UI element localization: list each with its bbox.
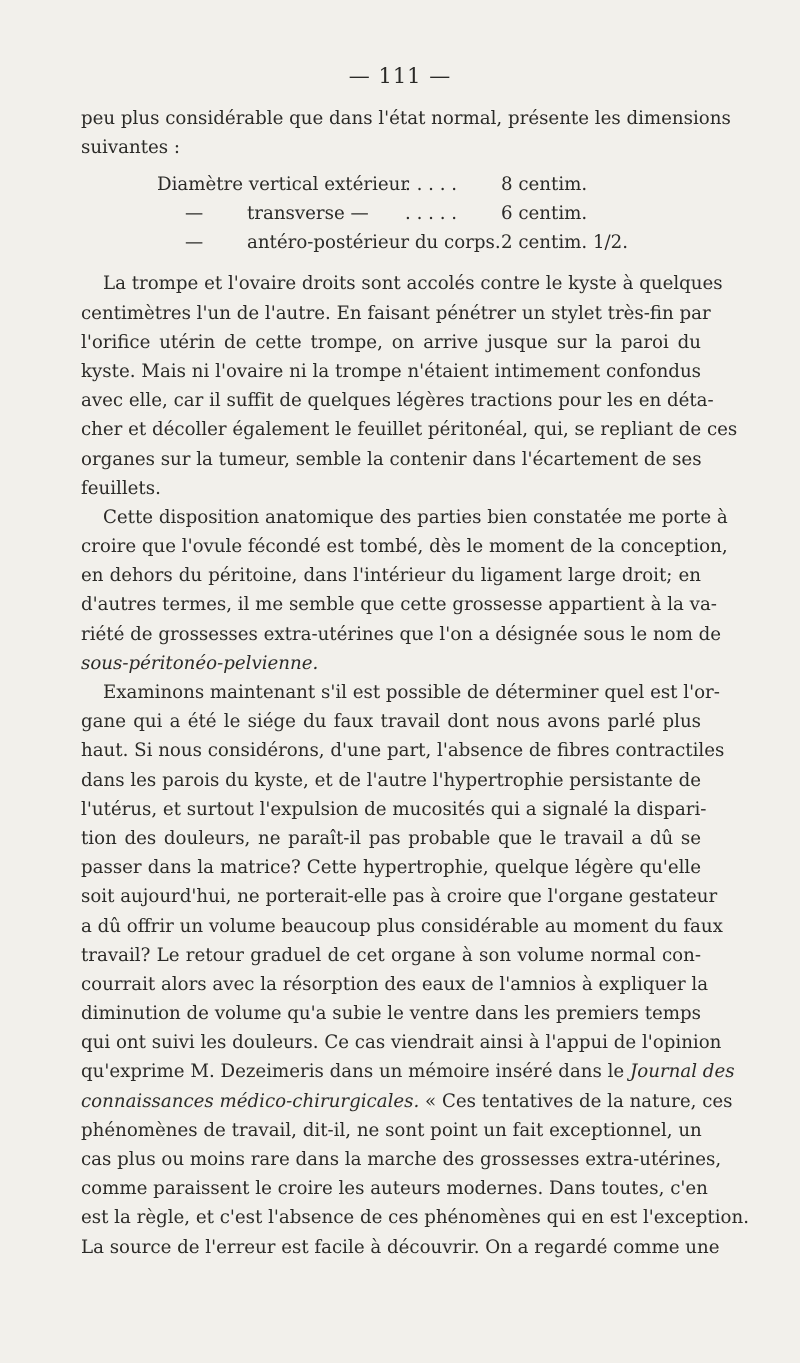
body-text [81, 104, 749, 1262]
ditto-dash: — [185, 203, 204, 225]
text-line: cher et décoller également le feuillet péritonéal, qui, se repliant de ces [81, 419, 738, 441]
dimensions-table [81, 170, 701, 257]
dimension-row [81, 170, 701, 199]
text-line: en dehors du péritoine, dans l'intérieur du ligament large droit; en [81, 565, 701, 587]
dimension-value: 8 centim. [501, 174, 588, 196]
dimension-label: Diamètre vertical extérieur [157, 174, 410, 196]
text-line: qui ont suivi les douleurs. Ce cas viendrait ainsi à l'appui de l'opinion [81, 1032, 722, 1054]
journal-title: connaissances médico-chirurgicales. [81, 1090, 420, 1112]
text-line: riété de grossesses extra-utérines que l'on a désignée sous le nom de [81, 623, 722, 645]
text-line: d'autres termes, il me semble que cette grossesse appartient à la va- [81, 594, 717, 616]
dimension-row [81, 199, 701, 228]
text-line: cas plus ou moins rare dans la marche des grossesses extra-utérines, [81, 1149, 722, 1170]
text-line: Cette disposition anatomique des parties bien constatée me porte à [103, 506, 728, 528]
text-line: travail? Le retour graduel de cet organe à son volume normal con- [81, 944, 701, 966]
dimension-value: 2 centim. 1/2. [501, 232, 629, 254]
text-line: diminution de volume qu'a subie le ventre dans les premiers temps [81, 1003, 701, 1025]
italic-term: sous-péritonéo-pelvienne. [81, 652, 319, 674]
leader-dots: . . . . . [405, 203, 458, 225]
text-line-with-journal [81, 1087, 733, 1116]
text-line: avec elle, car il suffit de quelques légères tractions pour les en déta- [81, 390, 714, 412]
text-line: La source de l'erreur est facile à découvrir. On a regardé comme une [81, 1236, 720, 1258]
text-line: dans les parois du kyste, et de l'autre l'hypertrophie persistante de [81, 769, 701, 791]
text-line: centimètres l'un de l'autre. En faisant pénétrer un stylet très-fin par [81, 302, 711, 324]
journal-title: Journal des [630, 1061, 735, 1083]
text-line: Examinons maintenant s'il est possible de déterminer quel est l'or- [103, 682, 720, 703]
text-line: La trompe et l'ovaire droits sont accolés contre le kyste à quelques [103, 273, 723, 295]
text-segment: « Ces tentatives de la nature, ces [419, 1090, 733, 1112]
text-line: a dû offrir un volume beaucoup plus considérable au moment du faux [81, 915, 723, 937]
text-line: courrait alors avec la résorption des eaux de l'amnios à expliquer la [81, 973, 709, 995]
text-line: phénomènes de travail, dit-il, ne sont point un fait exceptionnel, un [81, 1119, 702, 1141]
dimension-label: antéro-postérieur du corps. [247, 232, 501, 254]
text-line: l'utérus, et surtout l'expulsion de mucosités qui a signalé la dispari- [81, 798, 707, 820]
text-line: kyste. Mais ni l'ovaire ni la trompe n'étaient intimement confondus [81, 360, 701, 382]
leader-dots: . . . . . [405, 174, 458, 196]
text-line: comme paraissent le croire les auteurs modernes. Dans toutes, c'en [81, 1178, 708, 1200]
text-line: est la règle, et c'est l'absence de ces phénomènes qui en est l'exception. [81, 1207, 749, 1229]
dimension-value: 6 centim. [501, 203, 588, 225]
dimension-label: transverse — [247, 203, 369, 225]
text-line: organes sur la tumeur, semble la contenir dans l'écartement de ses [81, 448, 702, 470]
text-line: soit aujourd'hui, ne porterait-elle pas à croire que l'organe gestateur [81, 886, 718, 908]
dimension-row [81, 228, 701, 257]
text-line: haut. Si nous considérons, d'une part, l'absence de fibres contractiles [81, 740, 725, 762]
text-line: passer dans la matrice? Cette hypertrophie, quelque légère qu'elle [81, 857, 701, 879]
ditto-dash: — [185, 232, 204, 254]
text-line: feuillets. [81, 477, 161, 499]
text-line: peu plus considérable que dans l'état normal, présente les dimensions [81, 108, 731, 129]
page-number: — 111 — [348, 64, 452, 88]
text-line-with-journal [81, 1057, 735, 1086]
text-line: l'orifice utérin de cette trompe, on arrive jusque sur la paroi du [81, 331, 701, 353]
text-line: croire que l'ovule fécondé est tombé, dès le moment de la conception, [81, 536, 728, 558]
text-line: tion des douleurs, ne paraît-il pas probable que le travail a dû se [81, 827, 701, 849]
text-segment: qu'exprime M. Dezeimeris dans un mémoire inséré dans le [81, 1061, 625, 1083]
text-line: suivantes : [81, 137, 181, 159]
text-line: gane qui a été le siége du faux travail dont nous avons parlé plus [81, 711, 701, 733]
